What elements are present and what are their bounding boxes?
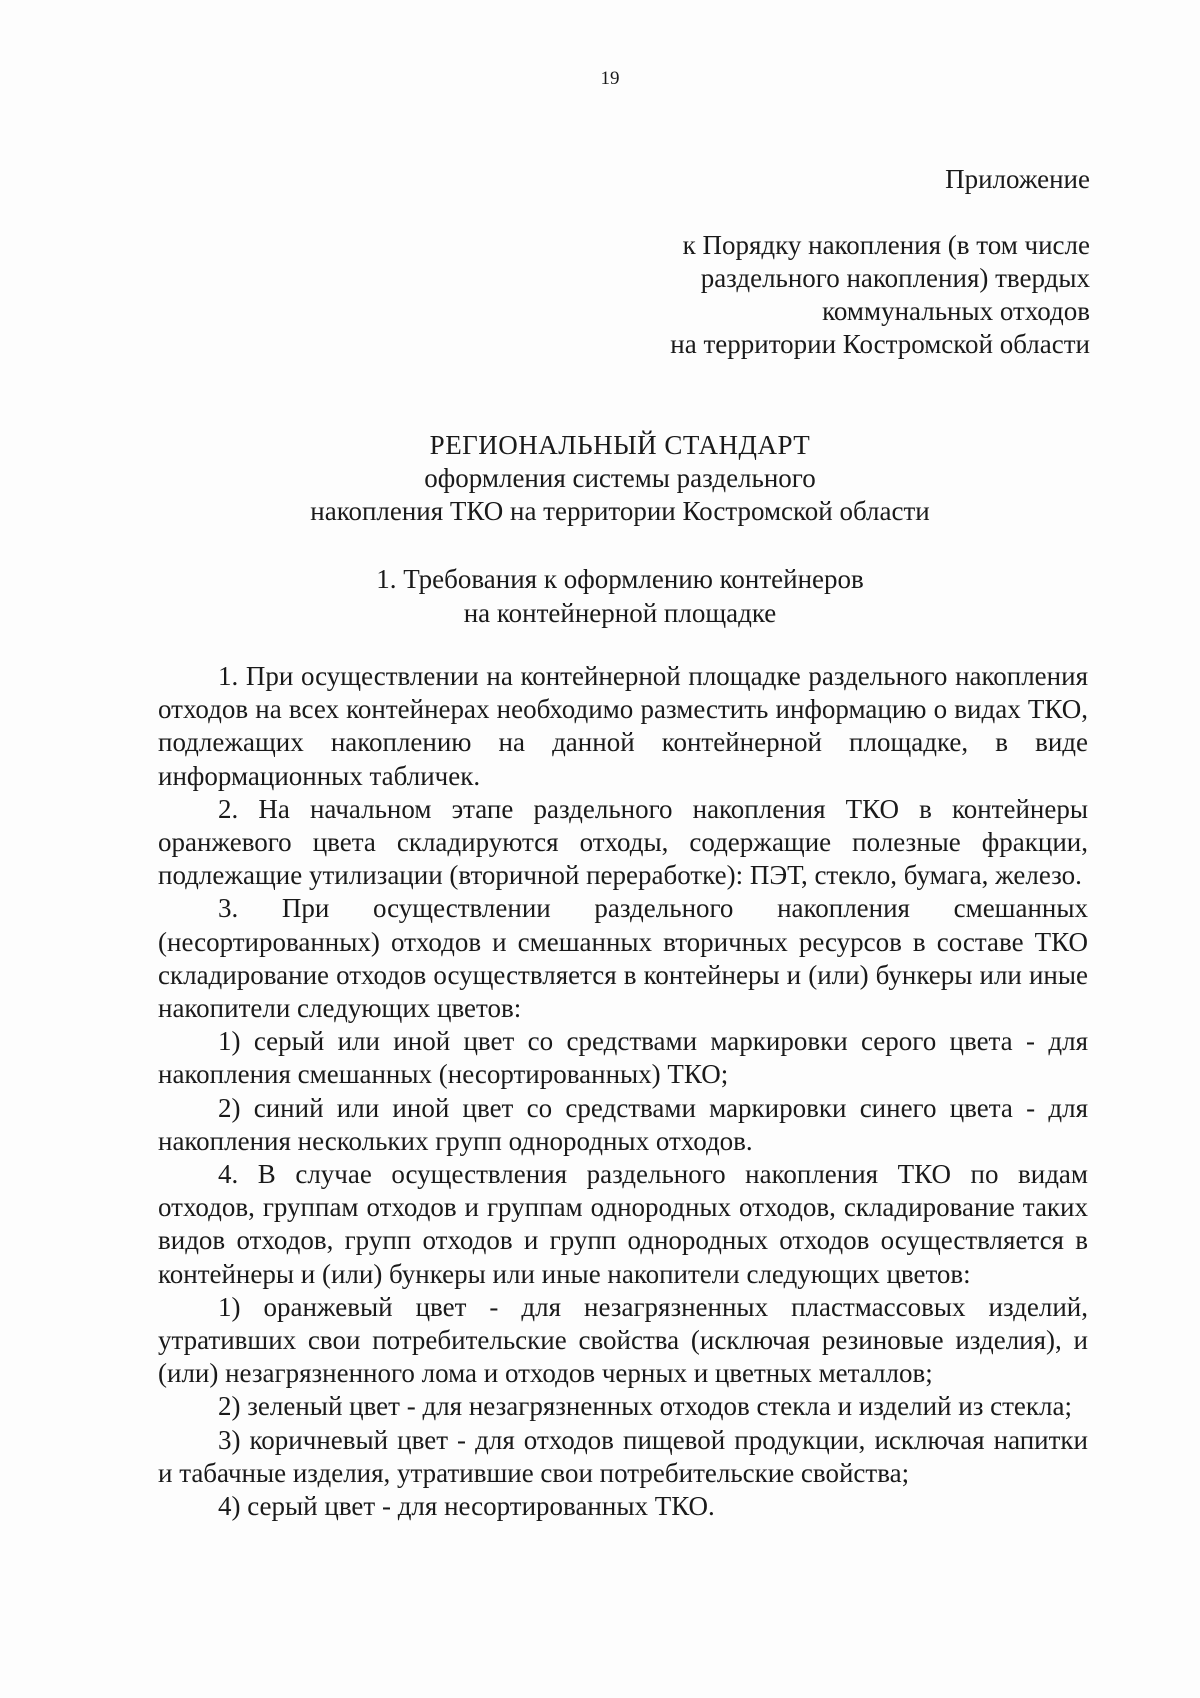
paragraph: 3) коричневый цвет - для отходов пищевой продукции, исключая напитки и табачные изделия, утратившие свои потребительские свойства; <box>158 1424 1088 1488</box>
paragraph: 3. При осуществлении раздельного накопления смешанных (несортированных) отходов и смешанных вторичных ресурсов в составе ТКО складирование отходов осуществляется в контейнеры и (или) бункеры или иные накопители следующих цветов: <box>158 893 1088 1024</box>
page-number: 19 <box>600 68 620 89</box>
paragraph: 1. При осуществлении на контейнерной площадке раздельного накопления отходов на всех контейнерах необходимо разместить информацию о видах ТКО, подлежащих накоплению на данной контейнерной площадке, в виде информационных табличек. <box>158 661 1088 791</box>
appendix-label: Приложение <box>945 164 1090 194</box>
paragraph: 4. В случае осуществления раздельного накопления ТКО по видам отходов, группам отходов и группам однородных отходов, складирование таких видов отходов, групп отходов и групп однородных отходов осуществляется в контейнеры и (или) бункеры или иные накопители следующих цветов: <box>158 1159 1088 1289</box>
paragraph: 2) зеленый цвет - для незагрязненных отходов стекла и изделий из стекла; <box>218 1391 1072 1422</box>
paragraph: 1) оранжевый цвет - для незагрязненных пластмассовых изделий, утративших свои потребительские свойства (исключая резиновые изделия), и (или) незагрязненного лома и отходов черных и цветных металлов; <box>158 1291 1088 1389</box>
title-subtitle-line: оформления системы раздельного <box>424 463 816 493</box>
paragraph: 4) серый цвет - для несортированных ТКО. <box>218 1491 715 1522</box>
appendix-reference <box>570 229 1090 361</box>
appendix-reference-line: к Порядку накопления (в том числе <box>682 230 1090 260</box>
title-main: РЕГИОНАЛЬНЫЙ СТАНДАРТ <box>429 430 811 460</box>
appendix-reference-line: на территории Костромской области <box>670 329 1090 359</box>
section-heading <box>0 562 1200 630</box>
paragraph: 2. На начальном этапе раздельного накопления ТКО в контейнеры оранжевого цвета складируются отходы, содержащие полезные фракции, подлежащие утилизации (вторичной переработке): ПЭТ, стекло, бумага, железо. <box>158 793 1088 891</box>
paragraph: 2) синий или иной цвет со средствами маркировки синего цвета - для накопления нескольких групп однородных отходов. <box>158 1092 1088 1156</box>
section-heading-line: на контейнерной площадке <box>463 598 777 628</box>
paragraph: 1) серый или иной цвет со средствами маркировки серого цвета - для накопления смешанных (несортированных) ТКО; <box>158 1026 1088 1090</box>
section-heading-line: 1. Требования к оформлению контейнеров <box>376 564 864 594</box>
document-title <box>0 428 1200 528</box>
appendix-reference-line: коммунальных отходов <box>822 296 1090 326</box>
body-text <box>158 660 1088 1523</box>
title-subtitle-line: накопления ТКО на территории Костромской области <box>310 496 930 526</box>
appendix-reference-line: раздельного накопления) твердых <box>700 263 1090 293</box>
